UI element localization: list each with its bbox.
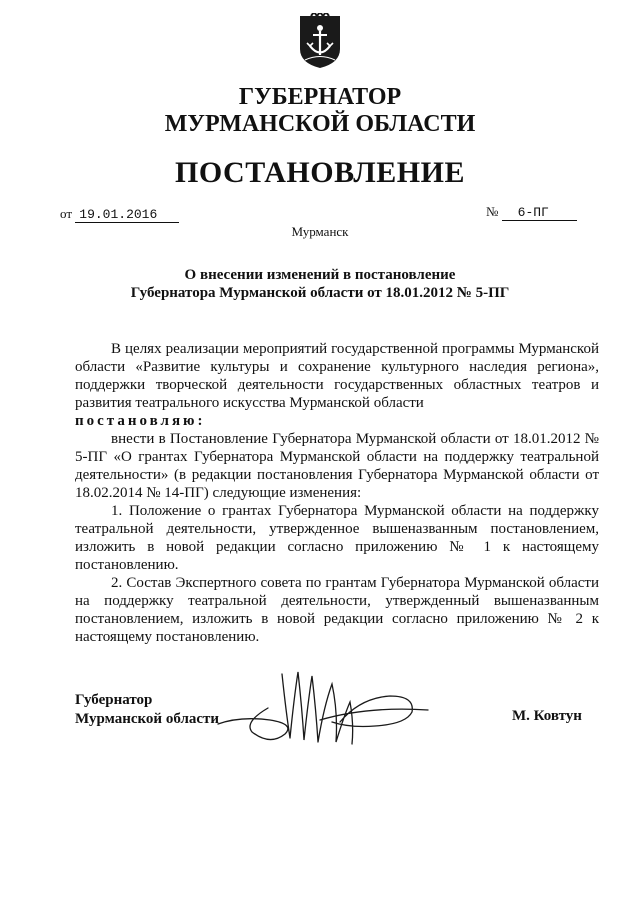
authority-line-1: ГУБЕРНАТОР	[238, 84, 402, 110]
number-prefix: №	[486, 204, 499, 219]
position-line-1: Губернатор	[75, 692, 153, 708]
number-line	[486, 204, 577, 220]
city: Мурманск	[291, 224, 349, 239]
position-line-2: Мурманской области	[75, 711, 220, 727]
decree-word: постановляю:	[75, 413, 206, 429]
document-body	[75, 340, 599, 646]
signatory-name: М. Ковтун	[512, 708, 582, 724]
amendment-item-1: 1. Положение о грантах Губернатора Мурманской области на поддержку театральной деятельности, утвержденное вышеназванным постановлением, изложить в новой редакции согласно приложению № 1 к настоящему постановлению.	[75, 503, 599, 573]
document-date: 19.01.2016	[75, 207, 179, 223]
authority-line-2: МУРМАНСКОЙ ОБЛАСТИ	[164, 111, 476, 137]
date-line	[60, 206, 179, 222]
preamble-paragraph: В целях реализации мероприятий государственной программы Мурманской области «Развитие культуры и сохранение культурного наследия региона», поддержки творческой деятельности государственных областных театров и развития театрального искусства Мурманской области	[75, 341, 599, 411]
amendment-paragraph: внести в Постановление Губернатора Мурманской области от 18.01.2012 № 5-ПГ «О грантах Губернатора Мурманской области на поддержку театральной деятельности» (в редакции постановления Губернатора Мурманской области от 18.02.2014 № 14-ПГ) следующие изменения:	[75, 431, 599, 501]
signatory-position	[75, 691, 219, 729]
document-number: 6-ПГ	[502, 205, 577, 221]
document-type: ПОСТАНОВЛЕНИЕ	[175, 156, 465, 189]
date-prefix: от	[60, 206, 73, 221]
subject-line-1: О внесении изменений в постановление	[184, 267, 456, 283]
subject-line-2: Губернатора Мурманской области от 18.01.2012 № 5-ПГ	[130, 285, 510, 301]
coat-of-arms-icon	[297, 13, 343, 70]
document-subject	[0, 266, 640, 302]
amendment-item-2: 2. Состав Экспертного совета по грантам Губернатора Мурманской области на поддержку театральной деятельности, утвержденный вышеназванным постановлением, изложить в новой редакции согласно приложению № 2 к настоящему постановлению.	[75, 575, 599, 645]
authority-title	[0, 84, 640, 138]
handwritten-signature	[200, 662, 440, 762]
